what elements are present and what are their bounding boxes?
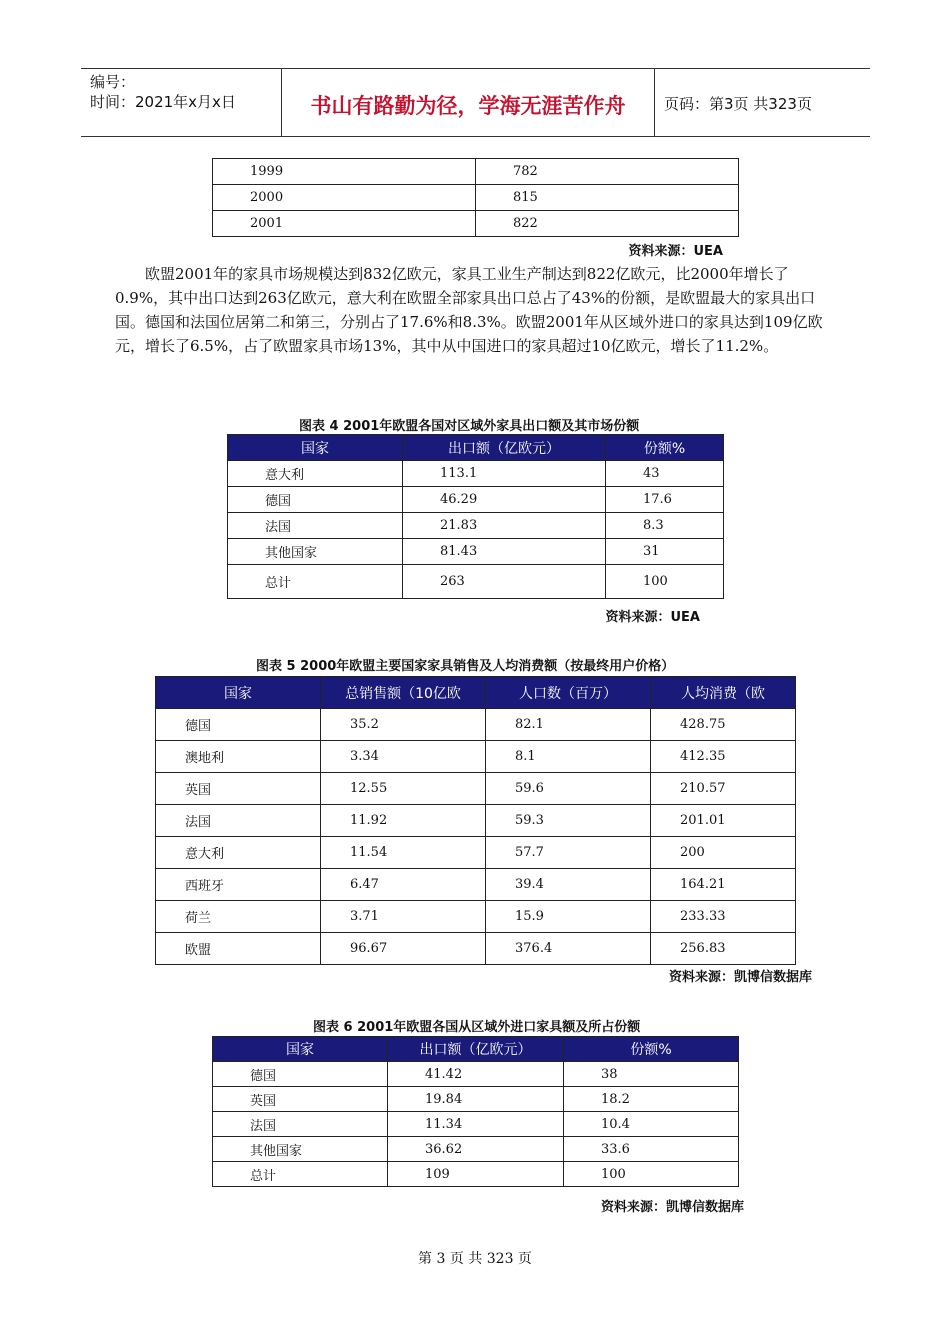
table-cell: 6.47 — [321, 869, 486, 901]
table-cell: 11.92 — [321, 805, 486, 837]
table-cell: 815 — [476, 185, 739, 211]
table-row-total — [228, 565, 724, 599]
table-header-row — [228, 435, 724, 461]
header-meta — [90, 72, 236, 112]
table-row — [213, 1162, 739, 1187]
table-row — [228, 539, 724, 565]
table-cell: 8.1 — [486, 741, 651, 773]
table-cell: 15.9 — [486, 901, 651, 933]
table-cell: 法国 — [228, 513, 403, 539]
table-row — [213, 1062, 739, 1087]
table-row — [213, 185, 739, 211]
table-caption: 图表 5 2000年欧盟主要国家家具销售及人均消费额（按最终用户价格） — [256, 659, 675, 674]
table-import-share — [212, 1036, 739, 1187]
table-cell: 3.34 — [321, 741, 486, 773]
table-cell: 11.54 — [321, 837, 486, 869]
table-cell: 59.6 — [486, 773, 651, 805]
table-cell: 113.1 — [403, 461, 606, 487]
table-cell: 33.6 — [564, 1137, 739, 1162]
table-row — [228, 513, 724, 539]
table-cell: 意大利 — [156, 837, 321, 869]
table-cell: 201.01 — [651, 805, 796, 837]
table-cell: 其他国家 — [228, 539, 403, 565]
table-cell: 59.3 — [486, 805, 651, 837]
table-cell: 412.35 — [651, 741, 796, 773]
table-cell: 100 — [564, 1162, 739, 1187]
header-top-rule — [81, 68, 870, 69]
table-cell: 法国 — [156, 805, 321, 837]
header-number: 编号： — [90, 73, 136, 91]
column-header: 总销售额（10亿欧 — [321, 677, 486, 709]
table-cell: 10.4 — [564, 1112, 739, 1137]
column-header: 出口额（亿欧元） — [403, 435, 606, 461]
table-cell: 18.2 — [564, 1087, 739, 1112]
page-footer: 第 3 页 共 323 页 — [418, 1251, 532, 1267]
table-row — [213, 159, 739, 185]
table-cell: 德国 — [228, 487, 403, 513]
table-row — [156, 869, 796, 901]
table-cell: 2001 — [213, 211, 476, 237]
table-cell: 澳地利 — [156, 741, 321, 773]
body-paragraph: 欧盟2001年的家具市场规模达到832亿欧元，家具工业生产制达到822亿欧元，比2000年增长了0.9%，其中出口达到263亿欧元，意大利在欧盟全部家具出口总占了43%的份额，是欧盟最大的家具出口国。德国和法国位居第二和第三，分别占了17.6%和8.3%。欧盟2001年从区域外进口的家具达到109亿欧元，增长了6.5%，占了欧盟家具市场13%，其中从中国进口的家具超过10亿欧元，增长了11.2%。 — [115, 265, 823, 355]
table-cell: 263 — [403, 565, 606, 599]
table-cell: 德国 — [156, 709, 321, 741]
table-row — [213, 211, 739, 237]
table-cell: 31 — [606, 539, 724, 565]
table-cell: 德国 — [213, 1062, 388, 1087]
table-header-row — [213, 1037, 739, 1062]
table-cell: 36.62 — [388, 1137, 564, 1162]
table-row — [156, 837, 796, 869]
table-cell: 英国 — [213, 1087, 388, 1112]
table-cell: 总计 — [213, 1162, 388, 1187]
header-divider — [654, 69, 655, 136]
table-cell: 376.4 — [486, 933, 651, 965]
table-caption: 图表 6 2001年欧盟各国从区域外进口家具额及所占份额 — [313, 1020, 641, 1035]
table-cell: 总计 — [228, 565, 403, 599]
table-row — [213, 1087, 739, 1112]
table-cell: 35.2 — [321, 709, 486, 741]
table-cell: 109 — [388, 1162, 564, 1187]
source-note: 资料来源：凯博信数据库 — [600, 1200, 744, 1215]
table-row — [156, 933, 796, 965]
table-row — [156, 741, 796, 773]
column-header: 份额% — [564, 1037, 739, 1062]
table-row — [228, 461, 724, 487]
table-cell: 822 — [476, 211, 739, 237]
table-cell: 164.21 — [651, 869, 796, 901]
table-cell: 46.29 — [403, 487, 606, 513]
table-cell: 782 — [476, 159, 739, 185]
table-export-share — [227, 434, 724, 599]
header-motto: 书山有路勤为径，学海无涯苦作舟 — [310, 94, 626, 118]
table-cell: 43 — [606, 461, 724, 487]
column-header: 人口数（百万） — [486, 677, 651, 709]
table-header-row — [156, 677, 796, 709]
header-bottom-rule — [81, 136, 870, 137]
table-cell: 3.71 — [321, 901, 486, 933]
table-cell: 233.33 — [651, 901, 796, 933]
table-cell: 其他国家 — [213, 1137, 388, 1162]
table-row — [213, 1137, 739, 1162]
source-note: 资料来源：UEA — [605, 610, 700, 625]
table-cell: 41.42 — [388, 1062, 564, 1087]
table-cell: 200 — [651, 837, 796, 869]
table-cell: 81.43 — [403, 539, 606, 565]
table-cell: 210.57 — [651, 773, 796, 805]
table-cell: 39.4 — [486, 869, 651, 901]
header-page-number: 页码：第3页 共323页 — [664, 95, 812, 113]
header-time: 时间：2021年x月x日 — [90, 93, 236, 111]
table-row — [156, 901, 796, 933]
table-cell: 英国 — [156, 773, 321, 805]
table-cell: 256.83 — [651, 933, 796, 965]
table-row — [228, 487, 724, 513]
table-cell: 2000 — [213, 185, 476, 211]
table-cell: 57.7 — [486, 837, 651, 869]
table-cell: 17.6 — [606, 487, 724, 513]
source-note: 资料来源：凯博信数据库 — [668, 970, 812, 985]
column-header: 份额% — [606, 435, 724, 461]
table-sales-consumption — [155, 676, 796, 965]
column-header: 出口额（亿欧元） — [388, 1037, 564, 1062]
table-caption: 图表 4 2001年欧盟各国对区域外家具出口额及其市场份额 — [299, 419, 640, 434]
table-row — [156, 805, 796, 837]
table-cell: 12.55 — [321, 773, 486, 805]
table-cell: 法国 — [213, 1112, 388, 1137]
table-cell: 96.67 — [321, 933, 486, 965]
table-cell: 21.83 — [403, 513, 606, 539]
table-cell: 100 — [606, 565, 724, 599]
table-cell: 38 — [564, 1062, 739, 1087]
table-cell: 荷兰 — [156, 901, 321, 933]
table-row — [156, 773, 796, 805]
table-cell: 欧盟 — [156, 933, 321, 965]
column-header: 国家 — [156, 677, 321, 709]
column-header: 国家 — [228, 435, 403, 461]
table-row — [156, 709, 796, 741]
table-cell: 8.3 — [606, 513, 724, 539]
table-cell: 19.84 — [388, 1087, 564, 1112]
table-cell: 1999 — [213, 159, 476, 185]
table-continuation — [212, 158, 739, 237]
table-cell: 428.75 — [651, 709, 796, 741]
table-cell: 11.34 — [388, 1112, 564, 1137]
table-cell: 意大利 — [228, 461, 403, 487]
table-row — [213, 1112, 739, 1137]
column-header: 人均消费（欧 — [651, 677, 796, 709]
source-note: 资料来源：UEA — [628, 244, 723, 259]
column-header: 国家 — [213, 1037, 388, 1062]
table-cell: 82.1 — [486, 709, 651, 741]
table-cell: 西班牙 — [156, 869, 321, 901]
